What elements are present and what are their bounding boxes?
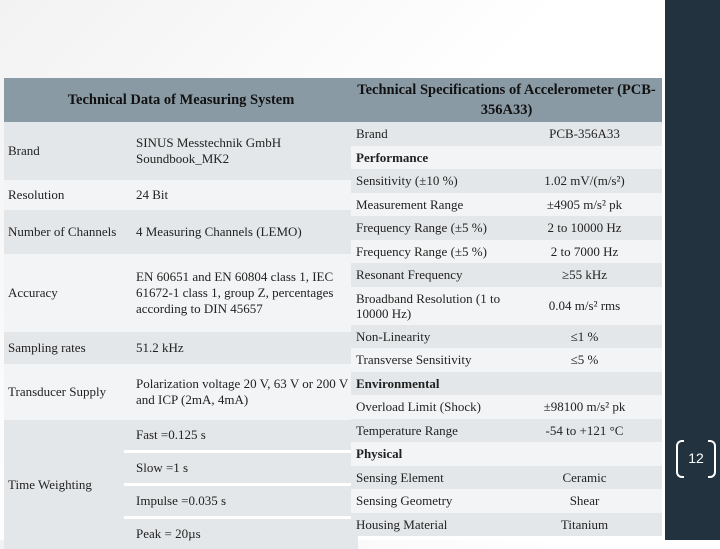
row-label: Measurement Range <box>351 193 507 217</box>
row-value: SINUS Messtechnik GmbH Soundbook_MK2 <box>124 122 358 180</box>
left-bracket-icon <box>676 440 684 478</box>
page-number <box>676 440 716 476</box>
row-label: Sensing Geometry <box>351 489 507 513</box>
table-row <box>351 240 662 264</box>
table-row <box>4 180 358 210</box>
row-label: Sampling rates <box>4 332 124 364</box>
right-bracket-icon <box>708 440 716 478</box>
accelerometer-specs-table <box>351 78 662 536</box>
table-row <box>351 466 662 490</box>
table-row <box>351 287 662 325</box>
table-row <box>4 254 358 332</box>
row-label: Overload Limit (Shock) <box>351 395 507 419</box>
table-row <box>351 489 662 513</box>
measuring-system-table <box>4 78 358 549</box>
row-value: PCB-356A33 <box>507 122 662 146</box>
row-value: 51.2 kHz <box>124 332 358 364</box>
row-value: 2 to 10000 Hz <box>507 216 662 240</box>
section-heading: Performance <box>351 146 662 170</box>
time-weighting-fast: Fast =0.125 s <box>124 420 358 453</box>
row-label: Number of Channels <box>4 210 124 254</box>
row-value: 2 to 7000 Hz <box>507 240 662 264</box>
time-weighting-peak: Peak = 20µs <box>136 526 201 541</box>
row-label: Frequency Range (±5 %) <box>351 240 507 264</box>
table-row <box>4 210 358 254</box>
section-heading-row <box>351 442 662 466</box>
table-row <box>351 122 662 146</box>
row-value: ≥55 kHz <box>507 263 662 287</box>
row-value: -54 to +121 °C <box>507 419 662 443</box>
table-row <box>4 122 358 180</box>
row-label: Temperature Range <box>351 419 507 443</box>
page-number-text: 12 <box>688 450 704 466</box>
row-value: 4 Measuring Channels (LEMO) <box>124 210 358 254</box>
row-value: Ceramic <box>507 466 662 490</box>
row-label: Brand <box>351 122 507 146</box>
row-value: Titanium <box>507 513 662 537</box>
time-weighting-slow: Slow =1 s <box>124 453 358 486</box>
row-value: Shear <box>507 489 662 513</box>
section-heading: Physical <box>351 442 662 466</box>
table-row <box>351 216 662 240</box>
row-value: ±4905 m/s² pk <box>507 193 662 217</box>
row-value: 0.04 m/s² rms <box>507 287 662 325</box>
row-label: Time Weighting <box>4 420 124 549</box>
accelerometer-specs-title: Technical Specifications of Accelerometer (PCB-356A33) <box>351 78 662 122</box>
row-value: ≤5 % <box>507 348 662 372</box>
row-label: Housing Material <box>351 513 507 537</box>
row-value: ±98100 m/s² pk <box>507 395 662 419</box>
row-label: Sensing Element <box>351 466 507 490</box>
time-weighting-impulse: Impulse =0.035 s <box>124 486 358 519</box>
row-label: Accuracy <box>4 254 124 332</box>
row-label: Sensitivity (±10 %) <box>351 169 507 193</box>
row-value: ≤1 % <box>507 325 662 349</box>
row-label: Resolution <box>4 180 124 210</box>
row-label: Frequency Range (±5 %) <box>351 216 507 240</box>
table-row <box>351 169 662 193</box>
section-heading-row <box>351 372 662 396</box>
row-label: Resonant Frequency <box>351 263 507 287</box>
table-row <box>351 263 662 287</box>
row-value: EN 60651 and EN 60804 class 1, IEC 61672-1 class 1, group Z, percentages according to DIN 45657 <box>124 254 358 332</box>
measuring-system-title: Technical Data of Measuring System <box>4 78 358 122</box>
row-label: Broadband Resolution (1 to 10000 Hz) <box>351 287 507 325</box>
row-label: Brand <box>4 122 124 180</box>
section-heading: Environmental <box>351 372 662 396</box>
table-row <box>351 395 662 419</box>
row-value: Polarization voltage 20 V, 63 V or 200 V and ICP (2mA, 4mA) <box>124 364 358 420</box>
table-row <box>4 420 358 549</box>
row-label: Non-Linearity <box>351 325 507 349</box>
time-weighting-values <box>124 420 358 549</box>
table-row <box>351 419 662 443</box>
row-label: Transducer Supply <box>4 364 124 420</box>
row-value: 24 Bit <box>124 180 358 210</box>
row-label: Transverse Sensitivity <box>351 348 507 372</box>
table-row <box>4 364 358 420</box>
table-row <box>351 325 662 349</box>
table-row <box>351 348 662 372</box>
table-row <box>4 332 358 364</box>
table-row <box>351 193 662 217</box>
section-heading-row <box>351 146 662 170</box>
row-value: 1.02 mV/(m/s²) <box>507 169 662 193</box>
table-row <box>351 513 662 537</box>
